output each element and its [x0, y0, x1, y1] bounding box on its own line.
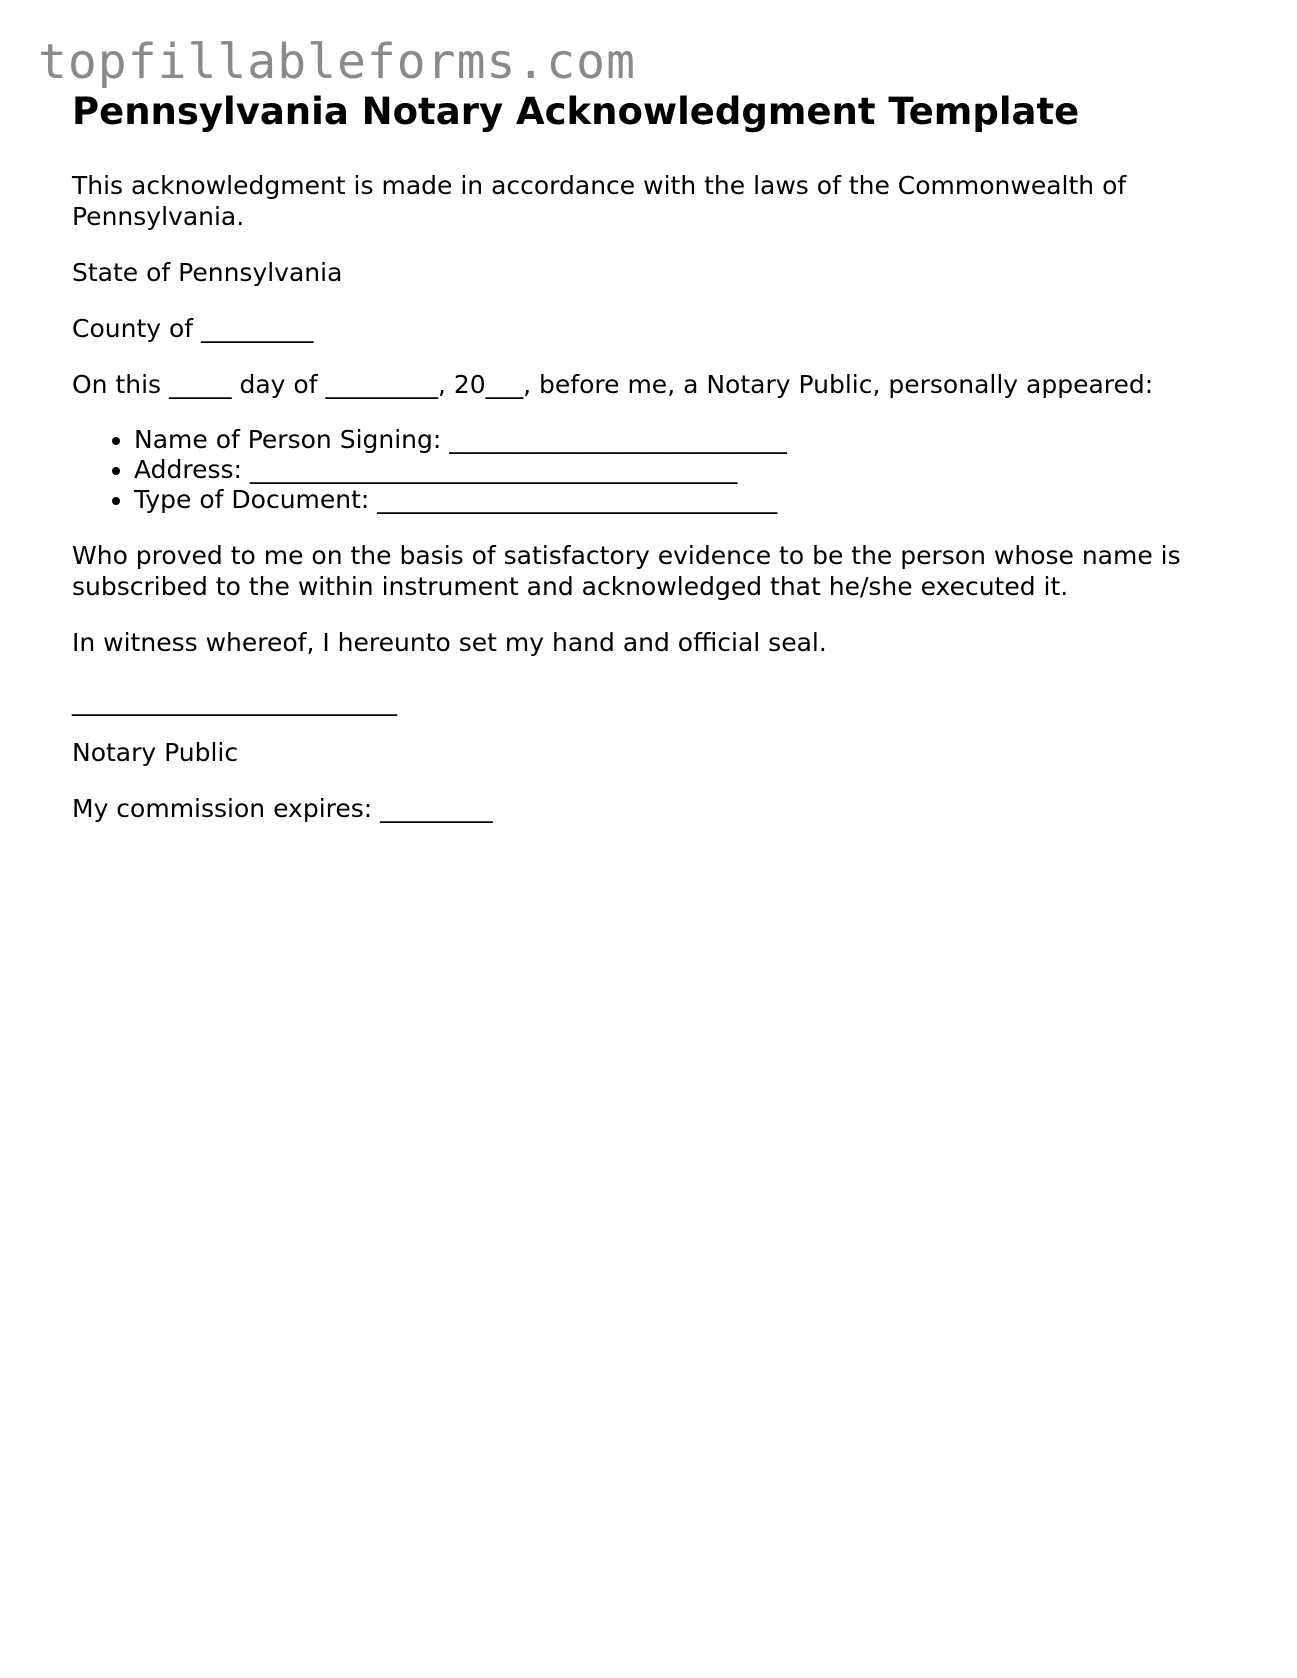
commission-expires-line: My commission expires: _________	[72, 794, 493, 823]
county-line: County of _________	[72, 314, 314, 343]
appearance-line: On this _____ day of _________, 20___, before me, a Notary Public, personally appeared:	[72, 370, 1154, 399]
document-body	[72, 90, 1232, 849]
state-line: State of Pennsylvania	[72, 258, 343, 287]
notary-label: Notary Public	[72, 738, 239, 767]
watermark-text: topfillableforms.com	[38, 34, 636, 90]
intro-paragraph: This acknowledgment is made in accordance with the laws of the Commonwealth of Pennsylvania.	[72, 171, 1127, 231]
signature-line: __________________________	[72, 687, 397, 716]
evidence-statement: Who proved to me on the basis of satisfactory evidence to be the person whose name is subscribed to the within instrument and acknowledged that he/she executed it.	[72, 541, 1181, 601]
page-title: Pennsylvania Notary Acknowledgment Template	[72, 90, 1080, 133]
signer-fields-list	[72, 425, 1232, 515]
field-address: • Address: _______________________________________	[134, 455, 1232, 485]
field-type-of-document: • Type of Document: ________________________________	[134, 485, 1232, 515]
field-name-of-person-signing: • Name of Person Signing: ___________________________	[134, 425, 1232, 455]
witness-statement: In witness whereof, I hereunto set my hand and official seal.	[72, 628, 827, 657]
